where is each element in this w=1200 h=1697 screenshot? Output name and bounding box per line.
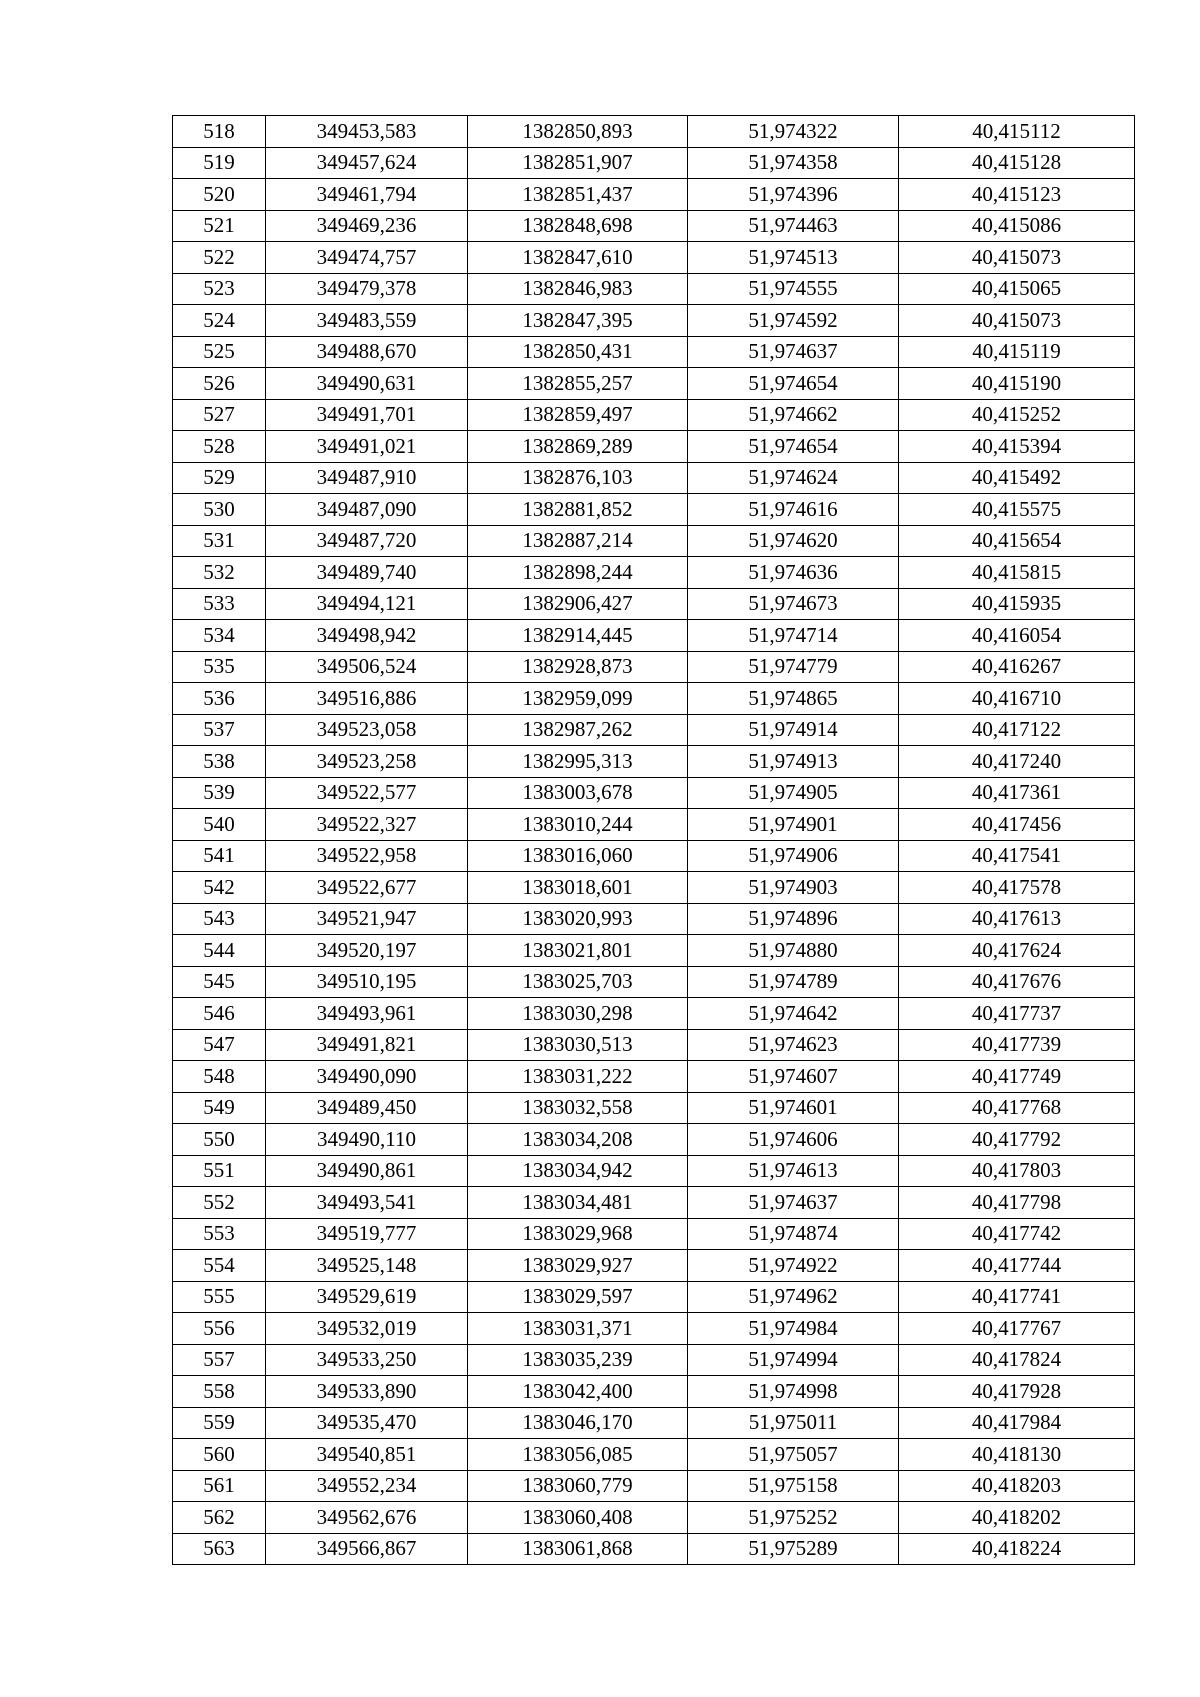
latitude-cell: 51,974637	[688, 336, 899, 368]
latitude-cell: 51,975289	[688, 1533, 899, 1565]
x-coordinate-cell: 349566,867	[266, 1533, 468, 1565]
table-row	[173, 1470, 1135, 1502]
latitude-cell: 51,974714	[688, 620, 899, 652]
y-coordinate-cell: 1382995,313	[468, 746, 688, 778]
x-coordinate-cell: 349532,019	[266, 1313, 468, 1345]
y-coordinate-cell: 1382859,497	[468, 399, 688, 431]
latitude-cell: 51,974984	[688, 1313, 899, 1345]
longitude-cell: 40,415073	[899, 305, 1135, 337]
x-coordinate-cell: 349461,794	[266, 179, 468, 211]
longitude-cell: 40,417741	[899, 1281, 1135, 1313]
x-coordinate-cell: 349490,090	[266, 1061, 468, 1093]
table-row	[173, 777, 1135, 809]
y-coordinate-cell: 1383035,239	[468, 1344, 688, 1376]
x-coordinate-cell: 349487,720	[266, 525, 468, 557]
latitude-cell: 51,974607	[688, 1061, 899, 1093]
y-coordinate-cell: 1382898,244	[468, 557, 688, 589]
latitude-cell: 51,975252	[688, 1502, 899, 1534]
latitude-cell: 51,974865	[688, 683, 899, 715]
coordinates-table-body	[173, 116, 1135, 1565]
table-row	[173, 462, 1135, 494]
x-coordinate-cell: 349457,624	[266, 147, 468, 179]
x-coordinate-cell: 349489,740	[266, 557, 468, 589]
longitude-cell: 40,417361	[899, 777, 1135, 809]
latitude-cell: 51,974962	[688, 1281, 899, 1313]
point-number-cell: 549	[173, 1092, 266, 1124]
latitude-cell: 51,974636	[688, 557, 899, 589]
point-number-cell: 542	[173, 872, 266, 904]
latitude-cell: 51,974555	[688, 273, 899, 305]
x-coordinate-cell: 349491,021	[266, 431, 468, 463]
point-number-cell: 562	[173, 1502, 266, 1534]
longitude-cell: 40,415123	[899, 179, 1135, 211]
y-coordinate-cell: 1383060,779	[468, 1470, 688, 1502]
point-number-cell: 526	[173, 368, 266, 400]
table-row	[173, 525, 1135, 557]
table-row	[173, 1124, 1135, 1156]
point-number-cell: 529	[173, 462, 266, 494]
point-number-cell: 544	[173, 935, 266, 967]
y-coordinate-cell: 1383018,601	[468, 872, 688, 904]
point-number-cell: 537	[173, 714, 266, 746]
point-number-cell: 535	[173, 651, 266, 683]
x-coordinate-cell: 349494,121	[266, 588, 468, 620]
latitude-cell: 51,974673	[688, 588, 899, 620]
x-coordinate-cell: 349490,861	[266, 1155, 468, 1187]
longitude-cell: 40,417578	[899, 872, 1135, 904]
latitude-cell: 51,974322	[688, 116, 899, 148]
latitude-cell: 51,974654	[688, 368, 899, 400]
latitude-cell: 51,975057	[688, 1439, 899, 1471]
y-coordinate-cell: 1383029,927	[468, 1250, 688, 1282]
point-number-cell: 551	[173, 1155, 266, 1187]
table-row	[173, 1533, 1135, 1565]
y-coordinate-cell: 1383003,678	[468, 777, 688, 809]
longitude-cell: 40,417984	[899, 1407, 1135, 1439]
table-row	[173, 588, 1135, 620]
point-number-cell: 554	[173, 1250, 266, 1282]
x-coordinate-cell: 349523,058	[266, 714, 468, 746]
longitude-cell: 40,417742	[899, 1218, 1135, 1250]
longitude-cell: 40,415654	[899, 525, 1135, 557]
longitude-cell: 40,415935	[899, 588, 1135, 620]
x-coordinate-cell: 349489,450	[266, 1092, 468, 1124]
longitude-cell: 40,417737	[899, 998, 1135, 1030]
y-coordinate-cell: 1383016,060	[468, 840, 688, 872]
x-coordinate-cell: 349491,821	[266, 1029, 468, 1061]
point-number-cell: 534	[173, 620, 266, 652]
x-coordinate-cell: 349522,327	[266, 809, 468, 841]
x-coordinate-cell: 349525,148	[266, 1250, 468, 1282]
x-coordinate-cell: 349521,947	[266, 903, 468, 935]
table-row	[173, 966, 1135, 998]
latitude-cell: 51,974613	[688, 1155, 899, 1187]
latitude-cell: 51,974624	[688, 462, 899, 494]
point-number-cell: 531	[173, 525, 266, 557]
table-row	[173, 179, 1135, 211]
x-coordinate-cell: 349490,631	[266, 368, 468, 400]
table-row	[173, 1281, 1135, 1313]
longitude-cell: 40,418130	[899, 1439, 1135, 1471]
table-row	[173, 242, 1135, 274]
x-coordinate-cell: 349523,258	[266, 746, 468, 778]
y-coordinate-cell: 1382928,873	[468, 651, 688, 683]
table-row	[173, 305, 1135, 337]
x-coordinate-cell: 349533,890	[266, 1376, 468, 1408]
point-number-cell: 558	[173, 1376, 266, 1408]
longitude-cell: 40,415119	[899, 336, 1135, 368]
table-row	[173, 1061, 1135, 1093]
latitude-cell: 51,974903	[688, 872, 899, 904]
x-coordinate-cell: 349522,677	[266, 872, 468, 904]
x-coordinate-cell: 349487,910	[266, 462, 468, 494]
point-number-cell: 518	[173, 116, 266, 148]
point-number-cell: 561	[173, 1470, 266, 1502]
table-row	[173, 1218, 1135, 1250]
longitude-cell: 40,417749	[899, 1061, 1135, 1093]
point-number-cell: 524	[173, 305, 266, 337]
longitude-cell: 40,417928	[899, 1376, 1135, 1408]
y-coordinate-cell: 1383060,408	[468, 1502, 688, 1534]
x-coordinate-cell: 349491,701	[266, 399, 468, 431]
point-number-cell: 538	[173, 746, 266, 778]
table-row	[173, 368, 1135, 400]
table-row	[173, 840, 1135, 872]
table-row	[173, 1313, 1135, 1345]
x-coordinate-cell: 349479,378	[266, 273, 468, 305]
y-coordinate-cell: 1382887,214	[468, 525, 688, 557]
x-coordinate-cell: 349529,619	[266, 1281, 468, 1313]
longitude-cell: 40,417768	[899, 1092, 1135, 1124]
latitude-cell: 51,974601	[688, 1092, 899, 1124]
longitude-cell: 40,415073	[899, 242, 1135, 274]
y-coordinate-cell: 1382906,427	[468, 588, 688, 620]
point-number-cell: 525	[173, 336, 266, 368]
point-number-cell: 548	[173, 1061, 266, 1093]
latitude-cell: 51,974396	[688, 179, 899, 211]
point-number-cell: 539	[173, 777, 266, 809]
point-number-cell: 527	[173, 399, 266, 431]
y-coordinate-cell: 1382846,983	[468, 273, 688, 305]
point-number-cell: 546	[173, 998, 266, 1030]
longitude-cell: 40,415252	[899, 399, 1135, 431]
y-coordinate-cell: 1383042,400	[468, 1376, 688, 1408]
y-coordinate-cell: 1382851,907	[468, 147, 688, 179]
latitude-cell: 51,974914	[688, 714, 899, 746]
longitude-cell: 40,417541	[899, 840, 1135, 872]
longitude-cell: 40,417824	[899, 1344, 1135, 1376]
table-row	[173, 998, 1135, 1030]
latitude-cell: 51,974874	[688, 1218, 899, 1250]
y-coordinate-cell: 1383010,244	[468, 809, 688, 841]
longitude-cell: 40,417456	[899, 809, 1135, 841]
table-row	[173, 620, 1135, 652]
table-row	[173, 1250, 1135, 1282]
latitude-cell: 51,974616	[688, 494, 899, 526]
x-coordinate-cell: 349493,541	[266, 1187, 468, 1219]
longitude-cell: 40,417739	[899, 1029, 1135, 1061]
point-number-cell: 522	[173, 242, 266, 274]
table-row	[173, 651, 1135, 683]
latitude-cell: 51,974913	[688, 746, 899, 778]
table-row	[173, 494, 1135, 526]
latitude-cell: 51,974606	[688, 1124, 899, 1156]
longitude-cell: 40,416267	[899, 651, 1135, 683]
y-coordinate-cell: 1383034,208	[468, 1124, 688, 1156]
latitude-cell: 51,974779	[688, 651, 899, 683]
point-number-cell: 532	[173, 557, 266, 589]
x-coordinate-cell: 349522,958	[266, 840, 468, 872]
point-number-cell: 521	[173, 210, 266, 242]
longitude-cell: 40,417792	[899, 1124, 1135, 1156]
table-row	[173, 935, 1135, 967]
x-coordinate-cell: 349510,195	[266, 966, 468, 998]
table-row	[173, 210, 1135, 242]
coordinates-table	[172, 115, 1135, 1565]
y-coordinate-cell: 1382847,610	[468, 242, 688, 274]
latitude-cell: 51,974789	[688, 966, 899, 998]
latitude-cell: 51,974662	[688, 399, 899, 431]
y-coordinate-cell: 1383046,170	[468, 1407, 688, 1439]
x-coordinate-cell: 349490,110	[266, 1124, 468, 1156]
point-number-cell: 550	[173, 1124, 266, 1156]
table-row	[173, 273, 1135, 305]
point-number-cell: 560	[173, 1439, 266, 1471]
y-coordinate-cell: 1382855,257	[468, 368, 688, 400]
table-row	[173, 714, 1135, 746]
point-number-cell: 545	[173, 966, 266, 998]
table-row	[173, 872, 1135, 904]
y-coordinate-cell: 1383020,993	[468, 903, 688, 935]
longitude-cell: 40,417767	[899, 1313, 1135, 1345]
latitude-cell: 51,974905	[688, 777, 899, 809]
latitude-cell: 51,974637	[688, 1187, 899, 1219]
longitude-cell: 40,418203	[899, 1470, 1135, 1502]
table-row	[173, 336, 1135, 368]
y-coordinate-cell: 1382847,395	[468, 305, 688, 337]
longitude-cell: 40,418202	[899, 1502, 1135, 1534]
x-coordinate-cell: 349506,524	[266, 651, 468, 683]
y-coordinate-cell: 1382848,698	[468, 210, 688, 242]
y-coordinate-cell: 1383025,703	[468, 966, 688, 998]
table-row	[173, 1155, 1135, 1187]
point-number-cell: 523	[173, 273, 266, 305]
y-coordinate-cell: 1382850,431	[468, 336, 688, 368]
longitude-cell: 40,417744	[899, 1250, 1135, 1282]
point-number-cell: 528	[173, 431, 266, 463]
point-number-cell: 555	[173, 1281, 266, 1313]
y-coordinate-cell: 1383034,942	[468, 1155, 688, 1187]
latitude-cell: 51,974623	[688, 1029, 899, 1061]
y-coordinate-cell: 1383061,868	[468, 1533, 688, 1565]
y-coordinate-cell: 1382914,445	[468, 620, 688, 652]
longitude-cell: 40,416710	[899, 683, 1135, 715]
longitude-cell: 40,417798	[899, 1187, 1135, 1219]
longitude-cell: 40,417240	[899, 746, 1135, 778]
longitude-cell: 40,415065	[899, 273, 1135, 305]
table-row	[173, 746, 1135, 778]
y-coordinate-cell: 1382850,893	[468, 116, 688, 148]
point-number-cell: 557	[173, 1344, 266, 1376]
point-number-cell: 533	[173, 588, 266, 620]
x-coordinate-cell: 349487,090	[266, 494, 468, 526]
latitude-cell: 51,974998	[688, 1376, 899, 1408]
latitude-cell: 51,974592	[688, 305, 899, 337]
x-coordinate-cell: 349516,886	[266, 683, 468, 715]
point-number-cell: 563	[173, 1533, 266, 1565]
point-number-cell: 556	[173, 1313, 266, 1345]
table-row	[173, 903, 1135, 935]
table-row	[173, 147, 1135, 179]
point-number-cell: 540	[173, 809, 266, 841]
x-coordinate-cell: 349488,670	[266, 336, 468, 368]
latitude-cell: 51,974994	[688, 1344, 899, 1376]
y-coordinate-cell: 1383056,085	[468, 1439, 688, 1471]
y-coordinate-cell: 1383032,558	[468, 1092, 688, 1124]
latitude-cell: 51,974654	[688, 431, 899, 463]
table-row	[173, 399, 1135, 431]
longitude-cell: 40,415128	[899, 147, 1135, 179]
latitude-cell: 51,975011	[688, 1407, 899, 1439]
y-coordinate-cell: 1382851,437	[468, 179, 688, 211]
table-row	[173, 1502, 1135, 1534]
longitude-cell: 40,417624	[899, 935, 1135, 967]
x-coordinate-cell: 349453,583	[266, 116, 468, 148]
point-number-cell: 536	[173, 683, 266, 715]
latitude-cell: 51,974880	[688, 935, 899, 967]
point-number-cell: 519	[173, 147, 266, 179]
y-coordinate-cell: 1383034,481	[468, 1187, 688, 1219]
longitude-cell: 40,417613	[899, 903, 1135, 935]
longitude-cell: 40,417803	[899, 1155, 1135, 1187]
y-coordinate-cell: 1382881,852	[468, 494, 688, 526]
x-coordinate-cell: 349540,851	[266, 1439, 468, 1471]
table-row	[173, 1187, 1135, 1219]
longitude-cell: 40,418224	[899, 1533, 1135, 1565]
x-coordinate-cell: 349483,559	[266, 305, 468, 337]
longitude-cell: 40,415815	[899, 557, 1135, 589]
x-coordinate-cell: 349498,942	[266, 620, 468, 652]
point-number-cell: 547	[173, 1029, 266, 1061]
y-coordinate-cell: 1383030,298	[468, 998, 688, 1030]
y-coordinate-cell: 1383031,371	[468, 1313, 688, 1345]
x-coordinate-cell: 349533,250	[266, 1344, 468, 1376]
latitude-cell: 51,974896	[688, 903, 899, 935]
longitude-cell: 40,415086	[899, 210, 1135, 242]
table-row	[173, 1344, 1135, 1376]
y-coordinate-cell: 1382987,262	[468, 714, 688, 746]
table-row	[173, 809, 1135, 841]
latitude-cell: 51,974358	[688, 147, 899, 179]
point-number-cell: 553	[173, 1218, 266, 1250]
table-row	[173, 116, 1135, 148]
longitude-cell: 40,415492	[899, 462, 1135, 494]
x-coordinate-cell: 349535,470	[266, 1407, 468, 1439]
latitude-cell: 51,974901	[688, 809, 899, 841]
x-coordinate-cell: 349474,757	[266, 242, 468, 274]
x-coordinate-cell: 349519,777	[266, 1218, 468, 1250]
table-row	[173, 1029, 1135, 1061]
latitude-cell: 51,974906	[688, 840, 899, 872]
y-coordinate-cell: 1382959,099	[468, 683, 688, 715]
point-number-cell: 559	[173, 1407, 266, 1439]
longitude-cell: 40,415112	[899, 116, 1135, 148]
table-row	[173, 683, 1135, 715]
latitude-cell: 51,974513	[688, 242, 899, 274]
y-coordinate-cell: 1382876,103	[468, 462, 688, 494]
y-coordinate-cell: 1383031,222	[468, 1061, 688, 1093]
x-coordinate-cell: 349522,577	[266, 777, 468, 809]
longitude-cell: 40,415575	[899, 494, 1135, 526]
x-coordinate-cell: 349520,197	[266, 935, 468, 967]
latitude-cell: 51,975158	[688, 1470, 899, 1502]
table-row	[173, 557, 1135, 589]
latitude-cell: 51,974620	[688, 525, 899, 557]
point-number-cell: 541	[173, 840, 266, 872]
x-coordinate-cell: 349562,676	[266, 1502, 468, 1534]
table-row	[173, 1092, 1135, 1124]
longitude-cell: 40,415190	[899, 368, 1135, 400]
latitude-cell: 51,974463	[688, 210, 899, 242]
x-coordinate-cell: 349493,961	[266, 998, 468, 1030]
y-coordinate-cell: 1383030,513	[468, 1029, 688, 1061]
longitude-cell: 40,416054	[899, 620, 1135, 652]
y-coordinate-cell: 1383021,801	[468, 935, 688, 967]
table-row	[173, 1376, 1135, 1408]
latitude-cell: 51,974642	[688, 998, 899, 1030]
longitude-cell: 40,417676	[899, 966, 1135, 998]
table-row	[173, 1407, 1135, 1439]
point-number-cell: 543	[173, 903, 266, 935]
table-row	[173, 431, 1135, 463]
table-row	[173, 1439, 1135, 1471]
point-number-cell: 530	[173, 494, 266, 526]
y-coordinate-cell: 1382869,289	[468, 431, 688, 463]
latitude-cell: 51,974922	[688, 1250, 899, 1282]
longitude-cell: 40,417122	[899, 714, 1135, 746]
y-coordinate-cell: 1383029,597	[468, 1281, 688, 1313]
x-coordinate-cell: 349469,236	[266, 210, 468, 242]
longitude-cell: 40,415394	[899, 431, 1135, 463]
point-number-cell: 552	[173, 1187, 266, 1219]
point-number-cell: 520	[173, 179, 266, 211]
y-coordinate-cell: 1383029,968	[468, 1218, 688, 1250]
x-coordinate-cell: 349552,234	[266, 1470, 468, 1502]
